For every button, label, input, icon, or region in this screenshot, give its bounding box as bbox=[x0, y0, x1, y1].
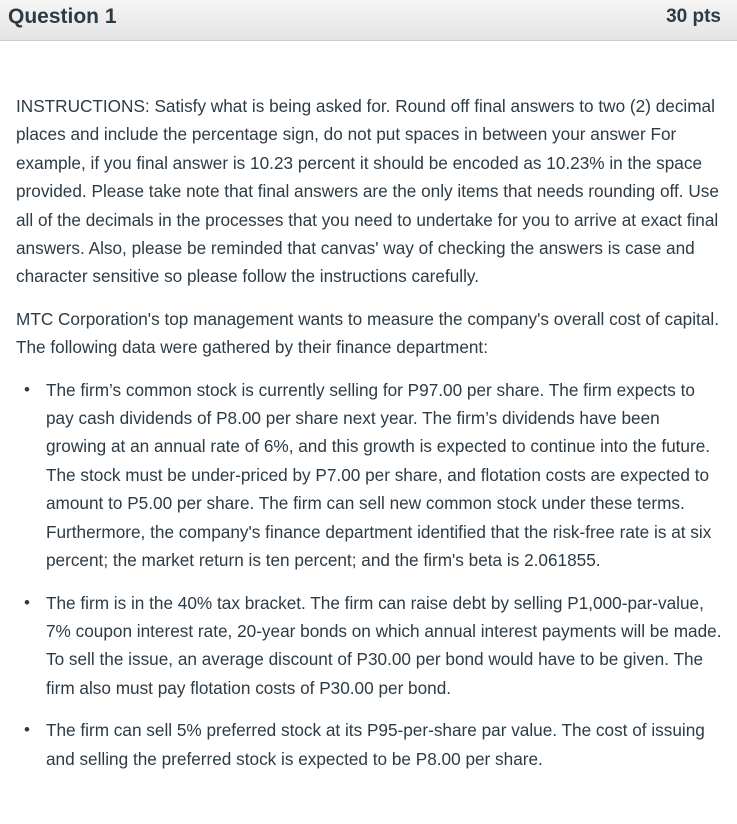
question-title: Question 1 bbox=[8, 5, 117, 28]
list-item bbox=[16, 716, 724, 773]
list-item-text: The firm’s common stock is currently selling for P97.00 per share. The firm expects to pay cash dividends of P8.00 per share next year. The firm’s dividends have been growing at an annual rate of 6%, and this growth is expected to continue into the future. The stock must be under-priced by P7.00 per share, and flotation costs are expected to amount to P5.00 per share. The firm can sell new common stock under these terms. Furthermore, the company's finance department identified that the risk-free rate is at six percent; the market return is ten percent; and the firm's beta is 2.061855. bbox=[46, 379, 712, 571]
list-item bbox=[16, 589, 724, 703]
bullet-icon: • bbox=[24, 379, 30, 399]
question-header bbox=[0, 0, 737, 41]
list-item-text: The firm can sell 5% preferred stock at its P95-per-share par value. The cost of issuing and selling the preferred stock is expected to be P8.00 per share. bbox=[46, 720, 705, 769]
intro-paragraph: MTC Corporation's top management wants to measure the company's overall cost of capital. The following data were gathered by their finance department: bbox=[16, 308, 719, 358]
list-item-text: The firm is in the 40% tax bracket. The firm can raise debt by selling P1,000-par-value, 7% coupon interest rate, 20-year bonds on which annual interest payments will be made. To sell the issue, an average discount of P30.00 per bond would have to be given. The firm also must pay flotation costs of P30.00 per bond. bbox=[46, 592, 722, 698]
data-list bbox=[16, 376, 724, 773]
bullet-icon: • bbox=[24, 720, 30, 740]
list-item bbox=[16, 376, 724, 575]
instructions-paragraph: INSTRUCTIONS: Satisfy what is being asked for. Round off final answers to two (2) decimal places and include the percentage sign, do not put spaces in between your answer For example, if you final answer is 10.23 percent it should be encoded as 10.23% in the space provided. Please take note that final answers are the only items that needs rounding off. Use all of the decimals in the processes that you need to undertake for you to arrive at exact final answers. Also, please be reminded that canvas' way of checking the answers is case and character sensitive so please follow the instructions carefully. bbox=[16, 96, 719, 287]
question-body bbox=[16, 92, 724, 787]
bullet-icon: • bbox=[24, 592, 30, 612]
question-points: 30 pts bbox=[666, 6, 721, 27]
